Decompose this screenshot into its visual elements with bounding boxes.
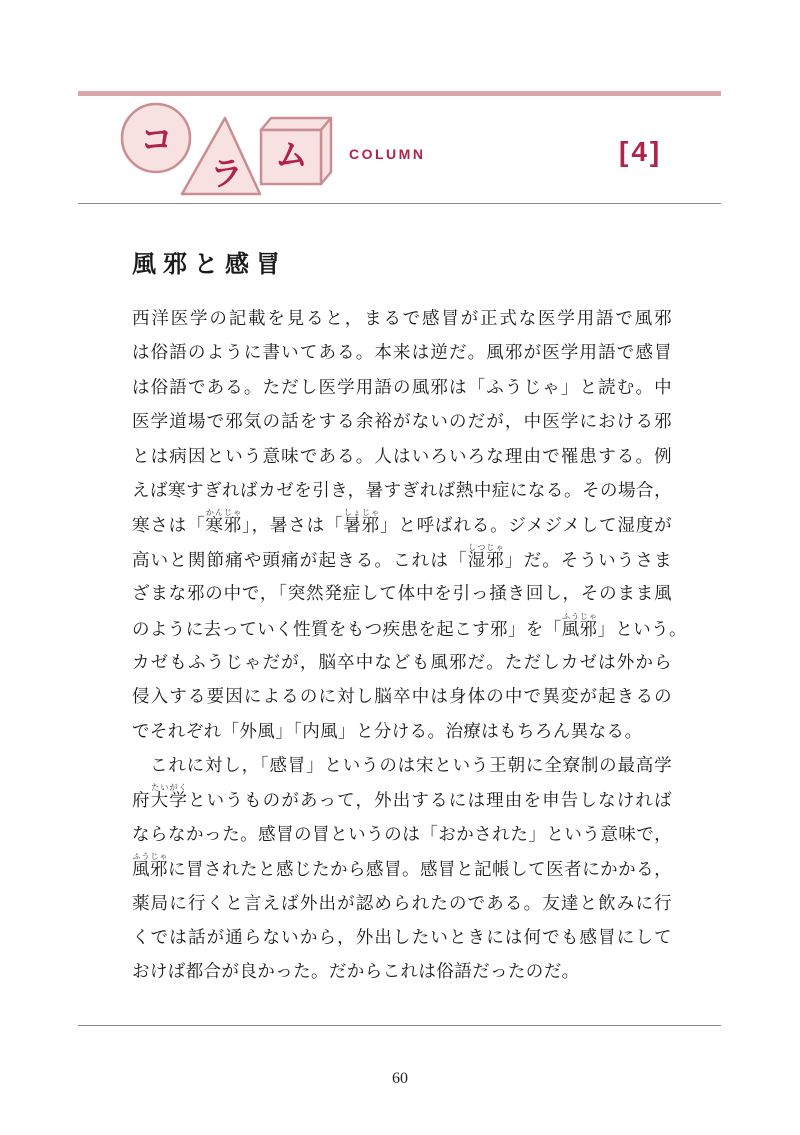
- body-text-run: 侵入する要因によるのに対し脳卒中は身体の中で異変が起きるの: [132, 687, 672, 708]
- ruby-term: [150, 783, 189, 812]
- body-line: [132, 508, 672, 542]
- body-line: [132, 440, 672, 474]
- body-text-run: 寒さは「: [132, 516, 206, 537]
- body-line: [132, 921, 672, 955]
- circle-badge-char: コ: [140, 120, 173, 159]
- article-body: [132, 302, 687, 990]
- ruby-base: 暑邪: [343, 516, 381, 537]
- body-text-run: に冒されたと感じたから感冒。感冒と記帳して医者にかかる，: [168, 860, 672, 881]
- body-text-run: これに対し，「感冒」というのは宋という王朝に全寮制の最高学: [150, 756, 672, 777]
- body-text-run: ざまな邪の中で，「突然発症して体中を引っ掻き回し，そのまま風: [132, 584, 672, 605]
- ruby-base: 寒邪: [205, 516, 243, 537]
- body-line: [132, 371, 672, 405]
- body-text-run: 」という。: [597, 619, 687, 640]
- body-line: [132, 611, 687, 646]
- ruby-base: 湿邪: [467, 550, 505, 571]
- body-line: [132, 955, 672, 989]
- cube-badge-char: ム: [275, 135, 308, 174]
- body-text-run: のように去っていく性質をもつ疾患を起こす邪」を「: [132, 619, 562, 640]
- ruby-base: 風邪: [132, 860, 169, 881]
- body-text-run: とは病因という意味である。人はいろいろな理由で罹患する。例: [132, 446, 672, 467]
- body-line: [132, 405, 672, 439]
- body-line: [132, 715, 672, 749]
- article-title: 風邪と感冒: [132, 250, 287, 278]
- body-line: [132, 680, 672, 714]
- body-line: [132, 577, 672, 611]
- body-text-run: は俗語である。ただし医学用語の風邪は「ふうじゃ」と読む。中: [132, 377, 672, 398]
- column-number: [4]: [619, 136, 663, 167]
- page-number: 60: [392, 1070, 408, 1087]
- ruby-term: [467, 542, 505, 571]
- body-text-run: というものがあって，外出するには理由を申告しなければ: [188, 791, 673, 812]
- body-text-run: 医学道場で邪気の話をする余裕がないのだが，中医学における邪: [132, 412, 672, 433]
- body-line: [132, 749, 672, 783]
- ruby-base: 大学: [150, 791, 189, 812]
- body-text-run: 」と呼ばれる。ジメジメして湿度が: [380, 516, 672, 537]
- body-text-run: 府: [132, 791, 151, 812]
- body-text-run: 」だ。そういうさま: [504, 550, 672, 571]
- body-line: [132, 474, 672, 508]
- body-text-run: は俗語のように書いてある。本来は逆だ。風邪が医学用語で感冒: [132, 343, 672, 364]
- body-text-run: 西洋医学の記載を見ると，まるで感冒が正式な医学用語で風邪: [132, 309, 672, 329]
- body-line: [132, 887, 672, 921]
- body-line: [132, 818, 672, 852]
- ruby-reading: ふうじゃ: [132, 852, 168, 862]
- top-rule: [78, 91, 721, 96]
- body-text-run: ならなかった。感冒の冒というのは「おかされた」という意味で，: [132, 824, 672, 845]
- body-text-run: 」，暑さは「: [242, 516, 344, 537]
- footer-rule: [78, 1025, 721, 1026]
- ruby-term: [561, 611, 598, 640]
- body-text-run: おけば都合が良かった。だからこれは俗語だったのだ。: [132, 962, 580, 983]
- body-text-run: 高いと関節痛や頭痛が起きる。これは「: [132, 550, 468, 571]
- ruby-reading: かんじゃ: [205, 508, 242, 518]
- body-line: [132, 336, 672, 370]
- body-text-run: カゼもふうじゃだが，脳卒中なども風邪だ。ただしカゼは外から: [132, 652, 672, 673]
- ruby-base: 風邪: [561, 619, 598, 640]
- ruby-term: [132, 852, 169, 881]
- body-text-run: 薬局に行くと言えば外出が認められたのである。友達と飲みに行: [132, 893, 672, 914]
- body-text-run: でそれぞれ「外風」「内風」と分ける。治療はもちろん異なる。: [132, 721, 643, 742]
- column-header: [118, 100, 358, 200]
- ruby-reading: たいがく: [150, 783, 188, 793]
- ruby-reading: しょじゃ: [343, 508, 380, 518]
- triangle-badge-char: ラ: [210, 154, 243, 193]
- body-line: [132, 302, 672, 336]
- body-line: [132, 783, 672, 817]
- header-rule: [78, 203, 721, 204]
- body-line: [132, 543, 672, 577]
- ruby-reading: しつじゃ: [467, 542, 505, 552]
- ruby-reading: ふうじゃ: [561, 611, 598, 621]
- ruby-term: [343, 508, 381, 537]
- column-label: COLUMN: [349, 146, 426, 162]
- body-line: [132, 852, 672, 886]
- body-text-run: くでは話が通らないから，外出したいときには何でも感冒にして: [132, 928, 672, 949]
- body-line: [132, 646, 672, 680]
- ruby-term: [205, 508, 243, 537]
- body-text-run: えば寒すぎればカゼを引き，暑すぎれば熱中症になる。その場合，: [132, 480, 672, 501]
